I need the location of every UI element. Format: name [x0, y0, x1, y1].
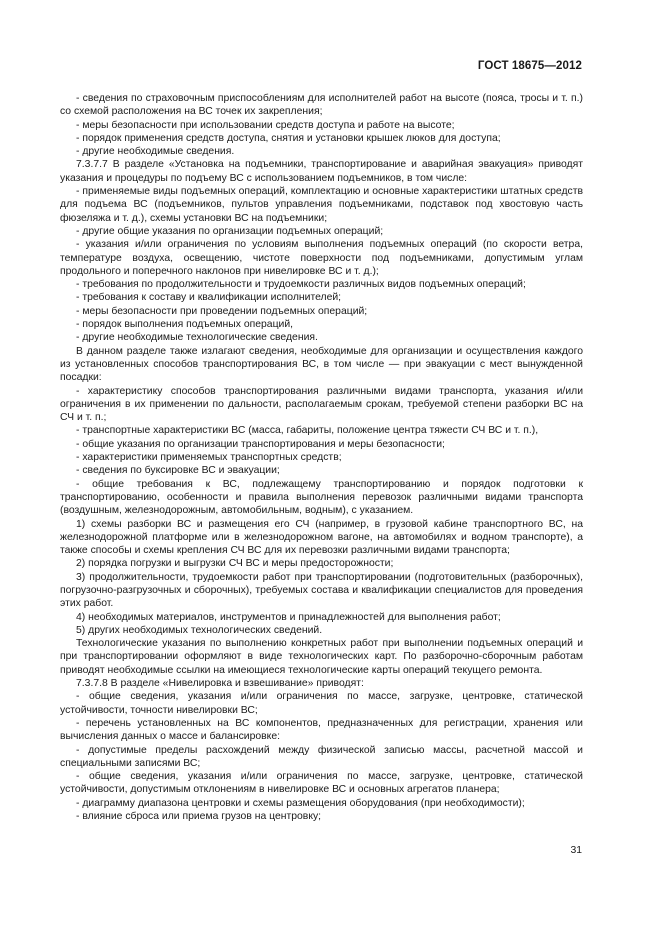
paragraph: - указания и/или ограничения по условиям выполнения подъемных операций (по скорости ветра, температуре воздуха, освещению, чистоте поверхности под подъемниками, допустимым углам продольного и поперечного наклонов при нивелировке ВС и т. д.); [60, 239, 583, 277]
body-text [60, 92, 583, 823]
paragraph: 1) схемы разборки ВС и размещения его СЧ (например, в грузовой кабине транспортного ВС, на железнодорожной платформе или в железнодорожном вагоне, на автомобилях и водном транспорте), а также способы и схемы крепления СЧ ВС для их перевозки различными видами транспорта; [60, 518, 583, 557]
paragraph: - общие требования к ВС, подлежащему транспортированию и порядок подготовки к транспортированию, особенности и правила выполнения перевозок различными видами транспорта (воздушным, железнодорожным, автомобильным, водным), с указанием. [60, 478, 583, 517]
paragraph: - сведения по страховочным приспособлениям для исполнителей работ на высоте (пояса, тросы и т. п.) со схемой расположения на ВС точек их закрепления; [60, 93, 583, 118]
paragraph: - другие необходимые технологические сведения. [76, 332, 318, 344]
paragraph: - характеристику способов транспортирования различными видами транспорта, указания и/или ограничения в их применении по дальности, располагаемым срокам, требуемой степени разборки ВС на СЧ и т. п.; [60, 385, 583, 424]
paragraph: - требования по продолжительности и трудоемкости различных видов подъемных операций; [76, 279, 526, 291]
paragraph: - характеристики применяемых транспортных средств; [76, 452, 342, 464]
paragraph: 7.3.7.8 В разделе «Нивелировка и взвешивание» приводят: [76, 678, 364, 690]
paragraph: Технологические указания по выполнению конкретных работ при выполнении подъемных операций и при транспортировании оформляют в виде технологических карт. По разборочно-сборочным работам приводят необходимые ссылки на имеющиеся технологические карты операций текущего ремонта. [60, 638, 583, 676]
paragraph: - меры безопасности при использовании средств доступа и работе на высоте; [76, 119, 455, 131]
paragraph: - общие сведения, указания и/или ограничения по массе, загрузке, центровке, статической устойчивости, допустимым отклонениям в нивелировке ВС и основных агрегатов планера; [60, 771, 583, 796]
paragraph: - сведения по буксировке ВС и эвакуации; [76, 465, 280, 477]
paragraph: 7.3.7.7 В разделе «Установка на подъемники, транспортирование и аварийная эвакуация» приводят указания и процедуры по подъему ВС с использованием подъемников, в том числе: [60, 159, 583, 184]
paragraph: - допустимые пределы расхождений между физической записью массы, расчетной массой и специальными записями ВС; [60, 744, 583, 769]
paragraph: В данном разделе также излагают сведения, необходимые для организации и осуществления каждого из установленных способов транспортирования ВС, в том числе — при эвакуации с мест вынужденной посадки: [60, 345, 583, 384]
paragraph: - требования к составу и квалификации исполнителей; [76, 292, 342, 304]
standard-number: ГОСТ 18675—2012 [477, 60, 582, 72]
paragraph: - применяемые виды подъемных операций, комплектацию и основные характеристики штатных средств для подъема ВС (подъемников, пультов управления подъемниками, подставок под хвостовую часть фюзеляжа и т. д.), схемы установки ВС на подъемники; [60, 186, 583, 224]
paragraph: - другие необходимые сведения. [76, 146, 235, 158]
page-number: 31 [570, 845, 582, 856]
paragraph: 5) других необходимых технологических сведений. [76, 624, 323, 636]
paragraph: - общие сведения, указания и/или ограничения по массе, загрузке, центровке, статической устойчивости, точности нивелировки ВС; [60, 691, 583, 716]
paragraph: - перечень установленных на ВС компонентов, предназначенных для регистрации, хранения или вычисления данных о массе и балансировке: [60, 717, 583, 743]
paragraph: 2) порядка погрузки и выгрузки СЧ ВС и меры предосторожности; [76, 558, 394, 570]
paragraph: - диаграмму диапазона центровки и схемы размещения оборудования (при необходимости); [76, 797, 525, 809]
paragraph: - транспортные характеристики ВС (масса, габариты, положение центра тяжести СЧ ВС и т. п.), [76, 425, 539, 437]
paragraph: - порядок применения средств доступа, снятия и установки крышек люков для доступа; [76, 132, 501, 144]
paragraph: - общие указания по организации транспортирования и меры безопасности; [76, 438, 445, 450]
paragraph: 3) продолжительности, трудоемкости работ при транспортировании (подготовительных (разборочных), погрузочно-разгрузочных и сборочных), требуемых состава и квалификации специалистов для проведения этих работ. [60, 571, 583, 610]
paragraph: 4) необходимых материалов, инструментов и принадлежностей для выполнения работ; [76, 611, 501, 623]
paragraph: - порядок выполнения подъемных операций, [76, 319, 294, 331]
paragraph: - влияние сброса или приема грузов на центровку; [76, 811, 322, 823]
paragraph: - другие общие указания по организации подъемных операций; [76, 225, 384, 237]
paragraph: - меры безопасности при проведении подъемных операций; [76, 305, 368, 317]
